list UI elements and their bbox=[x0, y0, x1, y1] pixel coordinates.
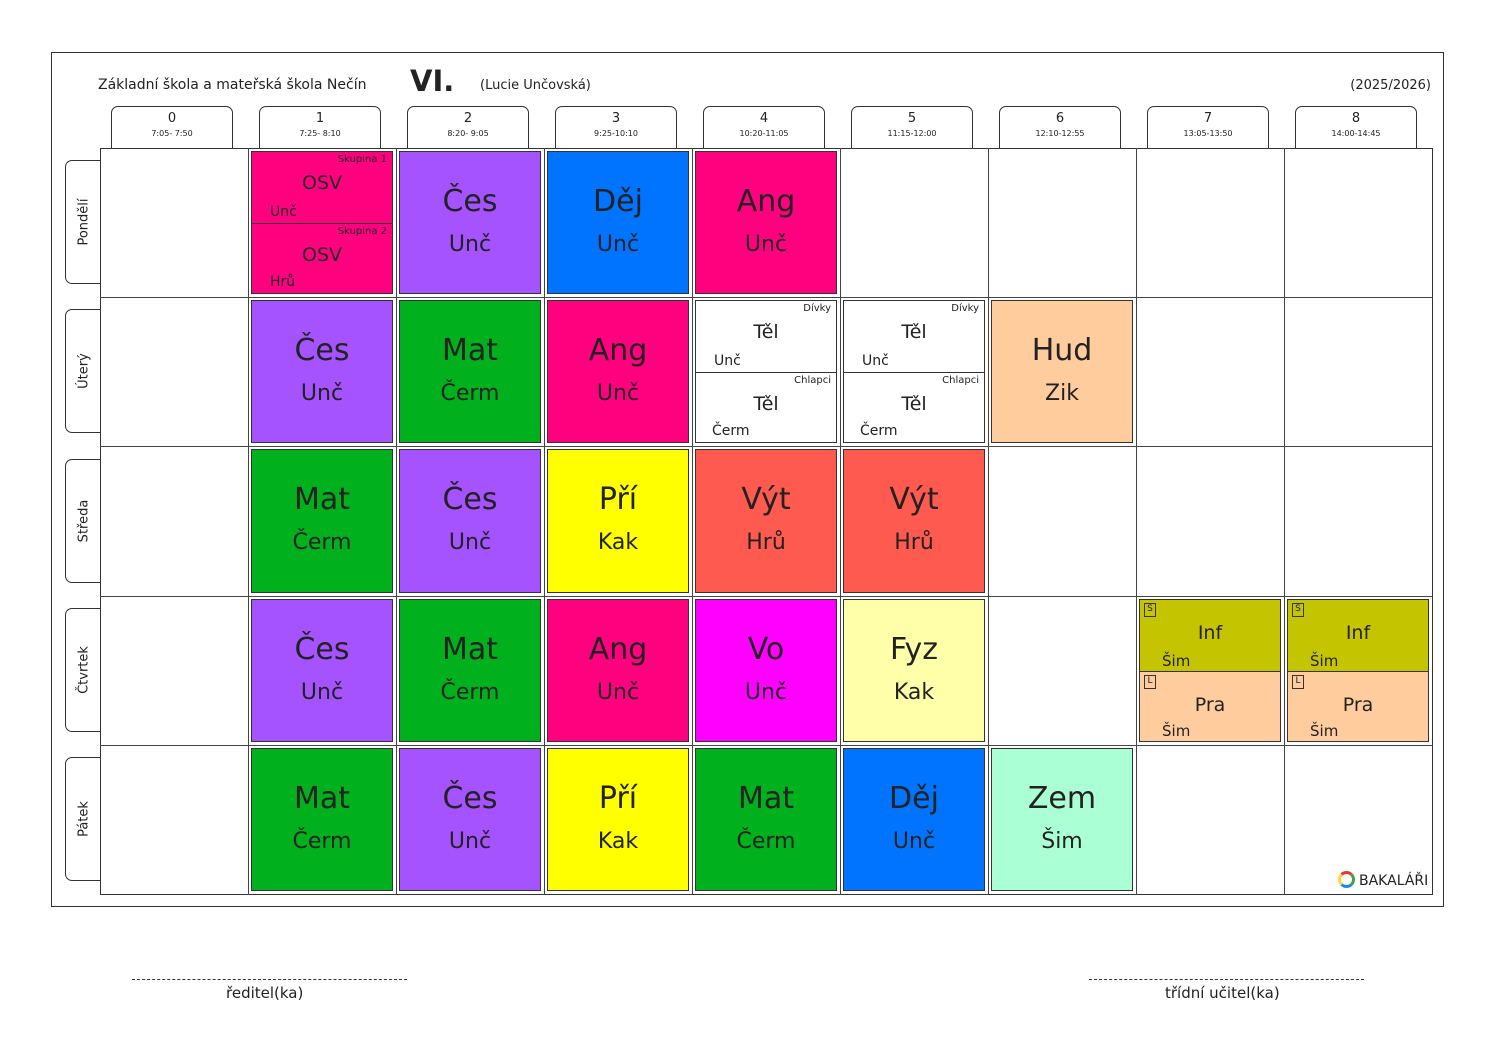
grid-line bbox=[100, 745, 1433, 746]
period-number: 6 bbox=[1055, 111, 1065, 126]
lesson-subject: Pří bbox=[598, 482, 638, 517]
day-label-tuesday: Úterý bbox=[65, 309, 101, 433]
lesson-thu-8[interactable] bbox=[1287, 599, 1429, 742]
lesson-teacher: Kak bbox=[597, 530, 639, 555]
period-time: 7:05- 7:50 bbox=[151, 129, 193, 138]
period-header-1 bbox=[259, 106, 381, 148]
lesson-thu-2[interactable] bbox=[399, 599, 541, 742]
lesson-teacher: Unč bbox=[744, 680, 788, 705]
lesson-teacher: Čerm bbox=[440, 381, 500, 406]
lesson-subject: Mat bbox=[293, 482, 351, 517]
lesson-subject: Mat bbox=[293, 781, 351, 816]
period-header-6 bbox=[999, 106, 1121, 148]
lesson-teacher: Šim bbox=[1162, 722, 1191, 740]
lesson-group-girls bbox=[696, 301, 836, 372]
lesson-subject: Ang bbox=[736, 184, 796, 219]
week-marker: S bbox=[1144, 603, 1156, 617]
lesson-tue-6[interactable] bbox=[991, 300, 1133, 443]
group-label: Skupina 1 bbox=[337, 154, 387, 165]
lesson-subject: Ang bbox=[588, 333, 648, 368]
lesson-subject: Inf bbox=[1197, 622, 1223, 644]
lesson-teacher: Šim bbox=[1310, 651, 1339, 670]
day-label-wednesday: Středa bbox=[65, 459, 101, 583]
group-label: Skupina 2 bbox=[337, 225, 387, 237]
lesson-fri-5[interactable] bbox=[843, 748, 985, 891]
period-header-2 bbox=[407, 106, 529, 148]
period-number: 3 bbox=[611, 111, 621, 126]
lesson-mon-3[interactable] bbox=[547, 151, 689, 294]
lesson-week-l bbox=[1140, 671, 1280, 742]
period-header-8 bbox=[1295, 106, 1417, 148]
grid-line bbox=[100, 297, 1433, 298]
period-time: 14:00-14:45 bbox=[1331, 129, 1381, 138]
lesson-subject: Děj bbox=[593, 184, 643, 219]
lesson-subject: Děj bbox=[889, 781, 939, 816]
period-header-4 bbox=[703, 106, 825, 148]
period-number: 1 bbox=[315, 111, 325, 126]
lesson-thu-4[interactable] bbox=[695, 599, 837, 742]
lesson-teacher: Kak bbox=[893, 680, 935, 705]
period-time: 13:05-13:50 bbox=[1183, 129, 1233, 138]
lesson-thu-5[interactable] bbox=[843, 599, 985, 742]
lesson-thu-7[interactable] bbox=[1139, 599, 1281, 742]
period-header-7 bbox=[1147, 106, 1269, 148]
lesson-subject: Těl bbox=[753, 392, 779, 415]
lesson-fri-1[interactable] bbox=[251, 748, 393, 891]
period-number: 2 bbox=[463, 111, 473, 126]
lesson-mon-2[interactable] bbox=[399, 151, 541, 294]
lesson-subject: Těl bbox=[753, 321, 779, 343]
lesson-teacher: Čerm bbox=[736, 829, 796, 854]
day-label-thursday: Čtvrtek bbox=[65, 608, 101, 732]
lesson-wed-4[interactable] bbox=[695, 449, 837, 593]
logo-text: BAKALÁŘI bbox=[1359, 873, 1429, 889]
period-number: 5 bbox=[907, 111, 917, 126]
week-marker: L bbox=[1292, 675, 1304, 689]
lesson-subject: Čes bbox=[442, 781, 498, 816]
lesson-subject: Čes bbox=[294, 333, 350, 368]
lesson-wed-3[interactable] bbox=[547, 449, 689, 593]
grid-line bbox=[692, 148, 693, 895]
lesson-week-s bbox=[1140, 600, 1280, 671]
lesson-teacher: Unč bbox=[862, 352, 889, 369]
bakalari-logo-icon bbox=[1338, 871, 1355, 888]
grid-line bbox=[100, 446, 1433, 447]
period-time: 10:20-11:05 bbox=[739, 129, 789, 138]
lesson-teacher: Čerm bbox=[440, 680, 500, 705]
lesson-teacher: Šim bbox=[1041, 829, 1083, 854]
period-time: 12:10-12:55 bbox=[1035, 129, 1085, 138]
lesson-teacher: Kak bbox=[597, 829, 639, 854]
lesson-fri-3[interactable] bbox=[547, 748, 689, 891]
lesson-subject: Pra bbox=[1342, 693, 1374, 716]
lesson-group-2 bbox=[252, 223, 392, 294]
signature-label-director: ředitel(ka) bbox=[226, 984, 304, 1002]
lesson-tue-3[interactable] bbox=[547, 300, 689, 443]
lesson-fri-2[interactable] bbox=[399, 748, 541, 891]
lesson-thu-3[interactable] bbox=[547, 599, 689, 742]
lesson-group-boys bbox=[844, 372, 984, 443]
lesson-teacher: Unč bbox=[744, 232, 788, 257]
period-number: 7 bbox=[1203, 111, 1213, 126]
lesson-mon-1[interactable] bbox=[251, 151, 393, 294]
lesson-tue-2[interactable] bbox=[399, 300, 541, 443]
lesson-subject: Čes bbox=[442, 482, 498, 517]
period-number: 8 bbox=[1351, 111, 1361, 126]
class-name: VI. bbox=[410, 64, 455, 98]
grid-line bbox=[1136, 148, 1137, 895]
lesson-teacher: Zik bbox=[1045, 381, 1079, 406]
period-header-5 bbox=[851, 106, 973, 148]
lesson-subject: Pra bbox=[1194, 693, 1226, 716]
lesson-subject: Inf bbox=[1345, 622, 1371, 644]
lesson-teacher: Šim bbox=[1310, 722, 1339, 740]
class-teacher: (Lucie Unčovská) bbox=[480, 78, 591, 93]
grid-line bbox=[396, 148, 397, 895]
lesson-fri-4[interactable] bbox=[695, 748, 837, 891]
day-label-monday: Pondělí bbox=[65, 160, 101, 284]
lesson-wed-1[interactable] bbox=[251, 449, 393, 593]
lesson-subject: Těl bbox=[901, 392, 927, 415]
group-label: Chlapci bbox=[794, 374, 831, 386]
lesson-teacher: Unč bbox=[448, 530, 492, 555]
lesson-group-1 bbox=[252, 152, 392, 223]
lesson-tue-1[interactable] bbox=[251, 300, 393, 443]
lesson-teacher: Hrů bbox=[270, 274, 296, 290]
group-label: Chlapci bbox=[942, 374, 979, 386]
period-number: 0 bbox=[167, 111, 177, 126]
lesson-thu-1[interactable] bbox=[251, 599, 393, 742]
grid-line bbox=[1284, 148, 1285, 895]
lesson-subject: Mat bbox=[737, 781, 795, 816]
week-marker: S bbox=[1292, 603, 1304, 617]
period-header-3 bbox=[555, 106, 677, 148]
lesson-subject: Hud bbox=[1031, 333, 1093, 368]
lesson-group-girls bbox=[844, 301, 984, 372]
lesson-subject: Vo bbox=[747, 632, 785, 667]
lesson-tue-4[interactable] bbox=[695, 300, 837, 443]
lesson-teacher: Hrů bbox=[894, 530, 934, 555]
lesson-teacher: Čerm bbox=[292, 829, 352, 854]
period-number: 4 bbox=[759, 111, 769, 126]
week-marker: L bbox=[1144, 675, 1156, 689]
school-year: (2025/2026) bbox=[1350, 78, 1431, 93]
lesson-group-boys bbox=[696, 372, 836, 443]
group-label: Dívky bbox=[803, 303, 831, 314]
period-time: 9:25-10:10 bbox=[594, 129, 638, 138]
period-time: 8:20- 9:05 bbox=[447, 129, 489, 138]
lesson-teacher: Unč bbox=[448, 232, 492, 257]
lesson-subject: Mat bbox=[441, 632, 499, 667]
lesson-mon-4[interactable] bbox=[695, 151, 837, 294]
period-time: 7:25- 8:10 bbox=[299, 129, 341, 138]
lesson-subject: Čes bbox=[294, 632, 350, 667]
lesson-teacher: Unč bbox=[448, 829, 492, 854]
lesson-subject: Fyz bbox=[889, 632, 938, 667]
lesson-subject: Mat bbox=[441, 333, 499, 368]
grid-line bbox=[100, 596, 1433, 597]
lesson-teacher: Unč bbox=[300, 381, 344, 406]
lesson-week-l bbox=[1288, 671, 1428, 742]
lesson-subject: Výt bbox=[889, 482, 939, 517]
lesson-teacher: Unč bbox=[270, 203, 297, 220]
lesson-subject: Čes bbox=[442, 184, 498, 219]
lesson-teacher: Unč bbox=[300, 680, 344, 705]
lesson-teacher: Šim bbox=[1162, 651, 1191, 670]
lesson-fri-6[interactable] bbox=[991, 748, 1133, 891]
lesson-subject: OSV bbox=[301, 243, 342, 266]
period-time: 11:15-12:00 bbox=[887, 129, 937, 138]
signature-label-class-teacher: třídní učitel(ka) bbox=[1165, 984, 1280, 1002]
school-name: Základní škola a mateřská škola Nečín bbox=[98, 77, 367, 93]
lesson-teacher: Čerm bbox=[292, 530, 352, 555]
lesson-subject: Výt bbox=[741, 482, 791, 517]
signature-line-class-teacher bbox=[1089, 979, 1364, 980]
group-label: Dívky bbox=[951, 303, 979, 314]
period-header-0 bbox=[111, 106, 233, 148]
lesson-wed-2[interactable] bbox=[399, 449, 541, 593]
lesson-teacher: Unč bbox=[596, 680, 640, 705]
signature-line-director bbox=[132, 979, 407, 980]
lesson-teacher: Čerm bbox=[712, 423, 750, 439]
grid-line bbox=[988, 148, 989, 895]
lesson-subject: Těl bbox=[901, 321, 927, 343]
lesson-tue-5[interactable] bbox=[843, 300, 985, 443]
lesson-subject: OSV bbox=[301, 172, 342, 194]
bakalari-logo bbox=[1338, 871, 1428, 889]
grid-line bbox=[248, 148, 249, 895]
lesson-teacher: Unč bbox=[596, 232, 640, 257]
lesson-subject: Zem bbox=[1027, 781, 1097, 816]
lesson-subject: Ang bbox=[588, 632, 648, 667]
lesson-teacher: Unč bbox=[596, 381, 640, 406]
lesson-teacher: Unč bbox=[714, 352, 741, 369]
grid-line bbox=[544, 148, 545, 895]
grid-line bbox=[840, 148, 841, 895]
lesson-teacher: Čerm bbox=[860, 423, 898, 439]
lesson-teacher: Hrů bbox=[746, 530, 786, 555]
lesson-subject: Pří bbox=[598, 781, 638, 816]
lesson-teacher: Unč bbox=[892, 829, 936, 854]
day-label-friday: Pátek bbox=[65, 757, 101, 881]
lesson-wed-5[interactable] bbox=[843, 449, 985, 593]
lesson-week-s bbox=[1288, 600, 1428, 671]
